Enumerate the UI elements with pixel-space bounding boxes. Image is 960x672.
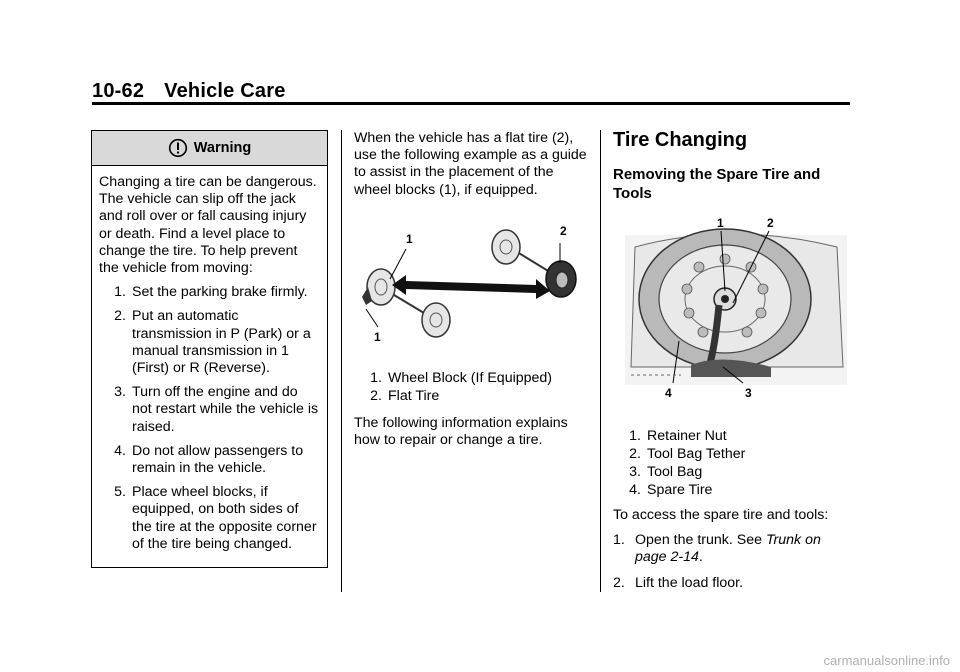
list-item: 5. Place wheel blocks, if equipped, on both sides of the tire at the opposite corner of the tire being changed. — [114, 484, 317, 552]
page-header — [92, 80, 286, 103]
warning-header — [92, 131, 327, 166]
spare-tire-illustration — [621, 217, 861, 407]
list-item: 4. Do not allow passengers to remain in the vehicle. — [114, 442, 304, 477]
list-item: 1. Set the parking brake firmly. — [114, 284, 308, 301]
footer-watermark: carmanualsonline.info — [823, 653, 950, 668]
middle-column — [354, 130, 590, 449]
list-item: 4. Spare Tire — [629, 482, 713, 498]
page-reference-link[interactable]: Trunk on page 2-14 — [635, 532, 821, 566]
access-steps — [613, 532, 853, 592]
spare-tire-captions — [613, 427, 853, 499]
warning-title: Warning — [193, 140, 252, 156]
section-title: Vehicle Care — [164, 80, 286, 102]
figure-label: 4 — [665, 386, 672, 400]
list-item: 3. Turn off the engine and do not restart while the vehicle is raised. — [114, 384, 319, 435]
warning-icon — [168, 138, 188, 158]
warning-steps — [99, 284, 319, 553]
page-number: 10-62 — [92, 80, 145, 102]
subsection-heading: Removing the Spare Tire and Tools — [613, 166, 821, 202]
section-heading: Tire Changing — [613, 129, 748, 151]
warning-box — [91, 130, 328, 568]
wheel-block-illustration — [354, 219, 590, 349]
access-intro: To access the spare tire and tools: — [613, 507, 829, 523]
figure-label: 2 — [767, 217, 774, 230]
list-item: 3. Tool Bag — [629, 464, 703, 480]
warning-intro: Changing a tire can be dangerous. The vehicle can slip off the jack and roll over or fall causing injury or death. Find a level place to change the tire. To help prevent the vehicle from moving: — [99, 174, 317, 277]
list-item: 2. Lift the load floor. — [613, 574, 744, 591]
repair-intro: The following information explains how to repair or change a tire. — [354, 414, 568, 449]
wheel-block-intro: When the vehicle has a flat tire (2), use the following example as a guide to assist in the placement of the wheel blocks (1), if equipped. — [354, 130, 587, 198]
warning-body — [92, 166, 327, 553]
column-divider-1 — [341, 130, 342, 592]
list-item: 2. Flat Tire — [370, 387, 440, 404]
right-column — [613, 128, 853, 592]
wheel-block-captions — [354, 369, 590, 405]
figure-label: 3 — [745, 386, 752, 400]
figure-label: 1 — [717, 217, 724, 230]
list-item: 1. Wheel Block (If Equipped) — [370, 369, 553, 386]
header-rule — [92, 102, 850, 105]
column-divider-2 — [600, 130, 601, 592]
list-item: 1. Retainer Nut — [629, 428, 727, 444]
list-item: 1. Open the trunk. See Trunk on page 2-14. — [613, 532, 821, 566]
list-item: 2. Put an automatic transmission in P (Park) or a manual transmission in 1 (First) or R (Reverse). — [114, 308, 311, 377]
figure-label: 2 — [560, 223, 567, 238]
list-item: 2. Tool Bag Tether — [629, 446, 746, 462]
figure-label: 1 — [374, 329, 381, 344]
figure-label: 1 — [406, 231, 413, 246]
